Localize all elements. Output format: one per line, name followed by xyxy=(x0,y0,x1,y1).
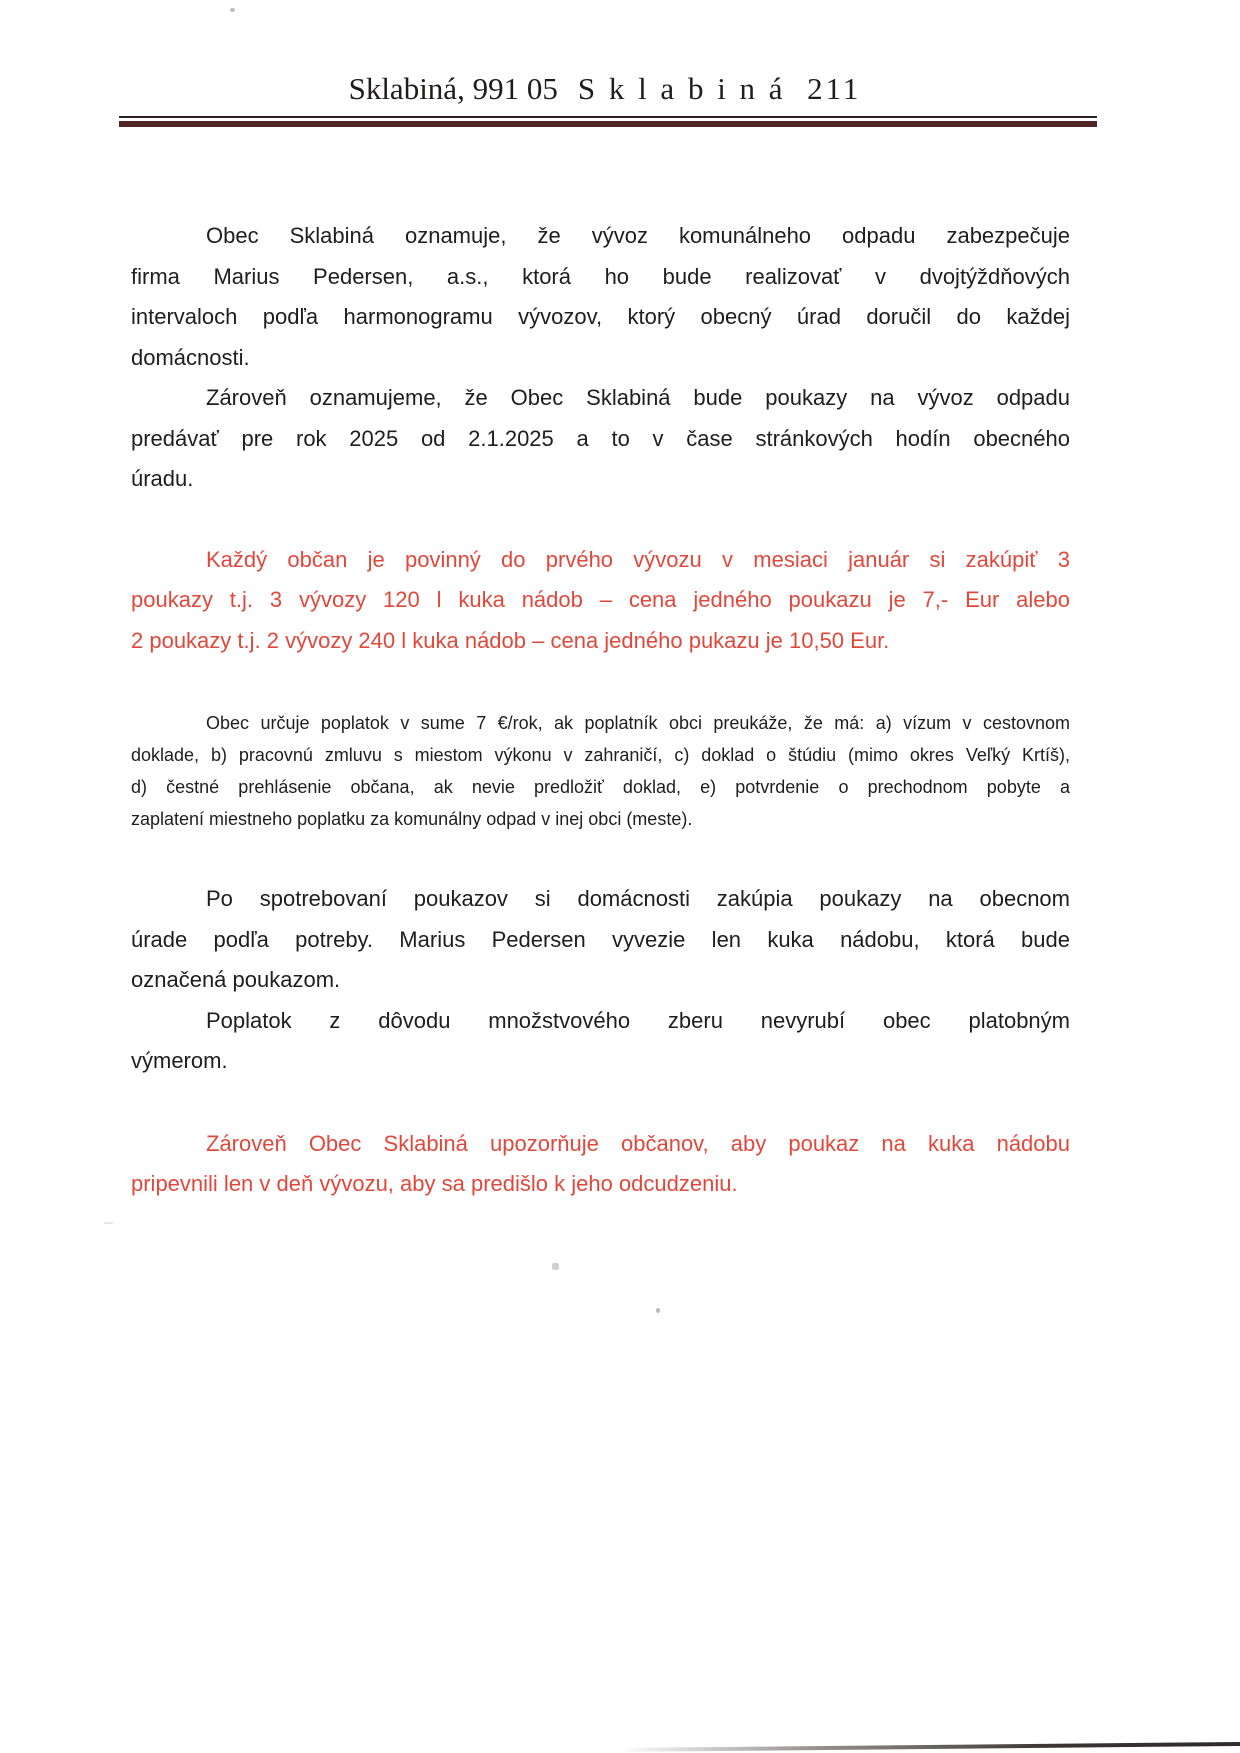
paragraph-line: Poplatok z dôvodu množstvového zberu nevyrubí obec platobným xyxy=(206,1007,1070,1033)
paragraph-line: Po spotrebovaní poukazov si domácnosti zakúpia poukazy na obecnom xyxy=(206,886,1070,911)
paragraph-line: Obec Sklabiná oznamuje, že vývoz komunálneho odpadu zabezpečuje xyxy=(206,223,1070,248)
paragraph-line: firma Marius Pedersen, a.s., ktorá ho bude realizovať v dvojtýždňových xyxy=(131,263,1070,289)
paragraph-line: Obec určuje poplatok v sume 7 €/rok, ak poplatník obci preukáže, že má: a) vízum v cestovnom xyxy=(206,713,1070,733)
scan-speck xyxy=(656,1308,660,1313)
page-edge-shadow xyxy=(618,1742,1240,1752)
paragraph-voucher-prices xyxy=(131,540,1070,662)
paragraph-line: označená poukazom. xyxy=(131,967,341,992)
paragraph-line: d) čestné prehlásenie občana, ak nevie predložiť doklad, e) potvrdenie o prechodnom pobyte a xyxy=(131,777,1070,797)
letterhead-address: Sklabiná, 991 05 xyxy=(348,71,558,106)
paragraph-intro xyxy=(131,216,1070,378)
paragraph-line: zaplatení miestneho poplatku za komunálny odpad v inej obci (meste). xyxy=(131,809,693,829)
paragraph-line: úrade podľa potreby. Marius Pedersen vyvezie len kuka nádobu, ktorá bude xyxy=(131,926,1070,952)
paragraph-line: Zároveň oznamujeme, že Obec Sklabiná bude poukazy na vývoz odpadu xyxy=(206,385,1070,410)
letterhead-address-spaced: S k l a b i n á 211 xyxy=(577,71,862,106)
paragraph-line: doklade, b) pracovnú zmluvu s miestom výkonu v zahraničí, c) doklad o štúdiu (mimo okres Veľký Krtíš), xyxy=(131,745,1070,765)
paragraph-no-assessment xyxy=(131,1001,1070,1082)
paragraph-fee-exceptions xyxy=(131,707,1070,835)
paragraph-line: Každý občan je povinný do prvého vývozu v mesiaci január si zakúpiť 3 xyxy=(206,546,1070,572)
paragraph-line: predávať pre rok 2025 od 2.1.2025 a to v čase stránkových hodín obecného xyxy=(131,425,1070,451)
header-rule-main xyxy=(119,121,1097,127)
paragraph-line: 2 poukazy t.j. 2 vývozy 240 l kuka nádob – cena jedného pukazu je 10,50 Eur. xyxy=(131,627,890,653)
letterhead xyxy=(0,71,1210,107)
scan-speck xyxy=(230,8,235,12)
paragraph-warning xyxy=(131,1124,1070,1205)
paragraph-line: poukazy t.j. 3 vývozy 120 l kuka nádob – cena jedného poukazu je 7,- Eur alebo xyxy=(131,587,1070,612)
paragraph-line: výmerom. xyxy=(131,1048,228,1073)
paragraph-line: úradu. xyxy=(131,466,194,491)
paragraph-line: pripevnili len v deň vývozu, aby sa predišlo k jeho odcudzeniu. xyxy=(131,1171,738,1196)
paragraph-line: Zároveň Obec Sklabiná upozorňuje občanov, aby poukaz na kuka nádobu xyxy=(206,1130,1070,1156)
scan-speck xyxy=(104,1222,113,1224)
paragraph-vouchers-sale xyxy=(131,378,1070,500)
paragraph-line: intervaloch podľa harmonogramu vývozov, ktorý obecný úrad doručil do každej xyxy=(131,304,1070,329)
header-rule-thin xyxy=(119,116,1097,118)
paragraph-additional-vouchers xyxy=(131,879,1070,1001)
scan-speck xyxy=(552,1263,559,1270)
document-body xyxy=(131,216,1070,1205)
paragraph-line: domácnosti. xyxy=(131,344,250,370)
